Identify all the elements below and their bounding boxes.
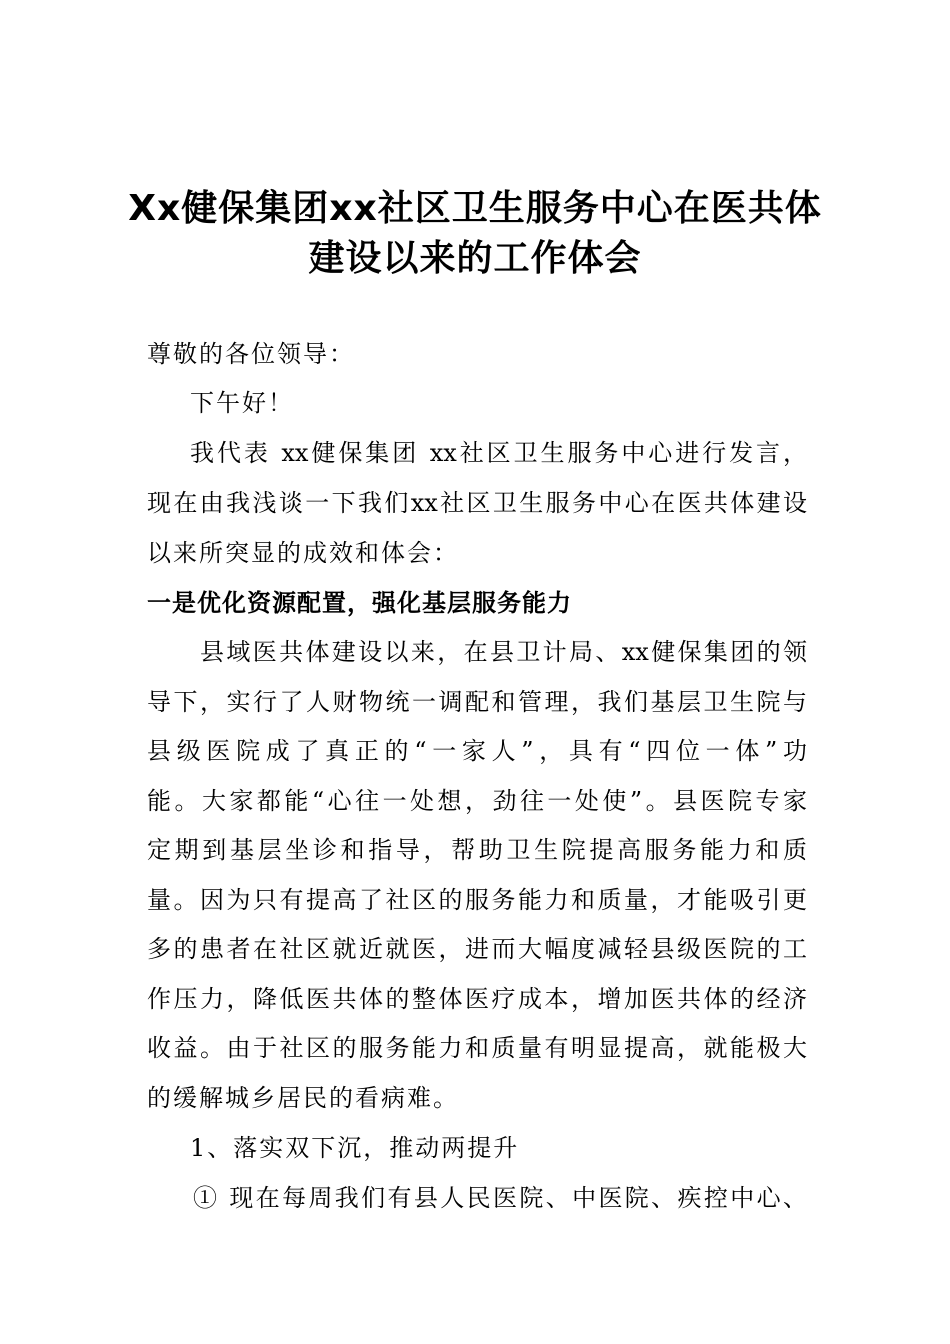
intro-line-1: 我代表 xx健保集团 xx社区卫生服务中心进行发言， <box>190 439 807 467</box>
body-line-9: 收益。由于社区的服务能力和质量有明显提高，就能极大 <box>147 1034 807 1062</box>
document-title-line-1: Xx健保集团xx社区卫生服务中心在医共体 <box>128 188 822 229</box>
document-title-line-2: 建设以来的工作体会 <box>308 238 642 279</box>
section-heading-1: 一是优化资源配置，强化基层服务能力 <box>147 589 572 617</box>
body-line-8: 作压力，降低医共体的整体医疗成本，增加医共体的经济 <box>147 985 807 1013</box>
subheading-1: 1、落实双下沉，推动两提升 <box>190 1134 520 1162</box>
intro-line-2: 现在由我浅谈一下我们xx社区卫生服务中心在医共体建设 <box>147 489 807 517</box>
body-line-6: 量。因为只有提高了社区的服务能力和质量，才能吸引更 <box>147 886 807 914</box>
body-line-4: 能。大家都能“心往一处想，劲往一处使”。县医院专家 <box>147 787 807 815</box>
body-line-10: 的缓解城乡居民的看病难。 <box>147 1084 459 1112</box>
body-line-7: 多的患者在社区就近就医，进而大幅度减轻县级医院的工 <box>147 935 807 963</box>
body-line-2: 导下，实行了人财物统一调配和管理，我们基层卫生院与 <box>147 688 807 716</box>
body-line-1: 县域医共体建设以来，在县卫计局、xx健保集团的领 <box>200 638 807 666</box>
body-line-5: 定期到基层坐诊和指导，帮助卫生院提高服务能力和质 <box>147 836 807 864</box>
greeting: 下午好！ <box>190 389 294 417</box>
intro-line-3: 以来所突显的成效和体会： <box>147 539 459 567</box>
salutation: 尊敬的各位领导： <box>147 340 355 368</box>
body-line-3: 县级医院成了真正的“一家人”，具有“四位一体”功 <box>147 737 807 765</box>
list-item-1: ① 现在每周我们有县人民医院、中医院、疾控中心、 <box>193 1184 807 1212</box>
